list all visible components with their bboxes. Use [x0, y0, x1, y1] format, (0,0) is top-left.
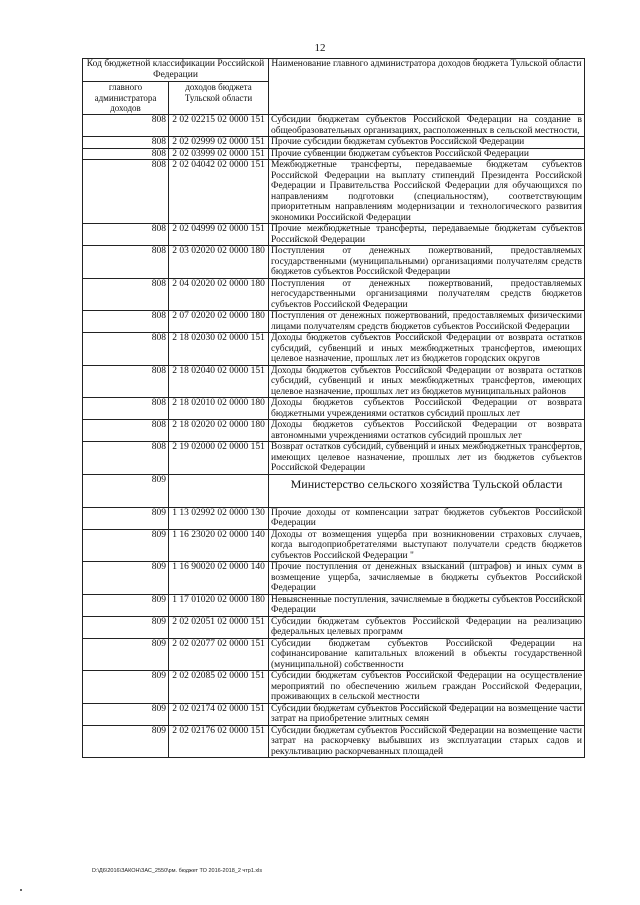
admin-code-cell: 808	[83, 137, 169, 149]
income-name-cell: Доходы бюджетов субъектов Российской Федерации от возврата остатков субсидий, субвенций и иных межбюджетных трансфертов, имеющих целевое назначение, прошлых лет из бюджетов муниципальных районов	[269, 365, 585, 398]
income-code-cell: 2 02 03999 02 0000 151	[169, 148, 269, 160]
income-code-cell: 2 18 02040 02 0000 151	[169, 365, 269, 398]
income-code-cell: 2 02 04999 02 0000 151	[169, 224, 269, 246]
table-row	[83, 115, 585, 137]
scan-dot	[20, 889, 22, 891]
income-code-cell: 2 03 02020 02 0000 180	[169, 246, 269, 279]
header-row	[83, 59, 585, 82]
file-path-footer: D:\Д6\2016\ЗАКОН\ЗАС_2550\рм. бюджет ТО 2016-2018_2 чтр1.xls	[92, 868, 263, 874]
income-code-cell: 2 18 02030 02 0000 151	[169, 333, 269, 366]
admin-code-cell: 808	[83, 333, 169, 366]
header-code-group: Код бюджетной классификации Российской Федерации	[83, 59, 269, 82]
admin-code-cell: 809	[83, 703, 169, 725]
table-row	[83, 594, 585, 616]
table-row	[83, 507, 585, 529]
admin-code-cell: 808	[83, 115, 169, 137]
table-row	[83, 529, 585, 562]
header-income-column: доходов бюджета Тульской области	[169, 82, 269, 115]
admin-code-cell: 808	[83, 442, 169, 475]
income-code-cell: 2 04 02020 02 0000 180	[169, 278, 269, 311]
income-name-cell: Субсидии бюджетам субъектов Российской Федерации на возмещение части затрат на раскорчевку выбывших из эксплуатации старых садов и рекультивацию раскорчеванных площадей	[269, 725, 585, 758]
table-row	[83, 311, 585, 333]
table-row	[83, 333, 585, 366]
table-row	[83, 703, 585, 725]
income-name-cell: Прочие поступления от денежных взысканий (штрафов) и иных сумм в возмещение ущерба, зачисляемые в бюджеты субъектов Российской Федерации	[269, 562, 585, 595]
table-row	[83, 562, 585, 595]
admin-code-cell: 809	[83, 638, 169, 671]
income-code-cell: 2 02 02174 02 0000 151	[169, 703, 269, 725]
budget-codes-table	[82, 58, 585, 758]
admin-code-cell: 809	[83, 474, 169, 507]
income-name-cell: Субсидии бюджетам субъектов Российской Федерации на реализацию федеральных целевых программ	[269, 616, 585, 638]
income-name-cell: Поступления от денежных пожертвований, предоставляемых негосударственными организациями получателям средств бюджетов субъектов Российской Федерации	[269, 278, 585, 311]
income-code-cell	[169, 474, 269, 507]
table-row	[83, 148, 585, 160]
income-name-cell: Поступления от денежных пожертвований, предоставляемых государственными (муниципальными) организациями получателям средств бюджетов субъектов Российской Федерации	[269, 246, 585, 279]
income-code-cell: 2 19 02000 02 0000 151	[169, 442, 269, 475]
page-number: 12	[314, 42, 326, 54]
table-row	[83, 420, 585, 442]
table-row	[83, 246, 585, 279]
income-name-cell: Прочие субвенции бюджетам субъектов Российской Федерации	[269, 148, 585, 160]
admin-code-cell: 809	[83, 725, 169, 758]
admin-code-cell: 808	[83, 398, 169, 420]
table-row	[83, 725, 585, 758]
admin-code-cell: 808	[83, 224, 169, 246]
income-code-cell: 1 16 23020 02 0000 140	[169, 529, 269, 562]
income-name-cell: Субсидии бюджетам субъектов Российской Федерации на осуществление мероприятий по обеспечению жильем граждан Российской Федерации, проживающих в сельской местности	[269, 671, 585, 704]
table-row	[83, 160, 585, 224]
ministry-row	[83, 474, 585, 507]
table-row	[83, 398, 585, 420]
income-code-cell: 2 02 02085 02 0000 151	[169, 671, 269, 704]
income-code-cell: 2 07 02020 02 0000 180	[169, 311, 269, 333]
income-name-cell: Доходы бюджетов субъектов Российской Федерации от возврата остатков субсидий, субвенций и иных межбюджетных трансфертов, имеющих целевое назначение, прошлых лет из бюджетов городских округов	[269, 333, 585, 366]
income-code-cell: 1 16 90020 02 0000 140	[169, 562, 269, 595]
admin-code-cell: 808	[83, 278, 169, 311]
admin-code-cell: 808	[83, 420, 169, 442]
table-row	[83, 442, 585, 475]
admin-code-cell: 808	[83, 160, 169, 224]
table-row	[83, 616, 585, 638]
income-code-cell: 1 17 01020 02 0000 180	[169, 594, 269, 616]
income-name-cell: Доходы бюджетов субъектов Российской Федерации от возврата автономными учреждениями остатков субсидий прошлых лет	[269, 420, 585, 442]
income-name-cell: Прочие субсидии бюджетам субъектов Российской Федерации	[269, 137, 585, 149]
admin-code-cell: 808	[83, 311, 169, 333]
income-name-cell: Поступления от денежных пожертвований, предоставляемых физическими лицами получателям средств бюджетов субъектов Российской Федерации	[269, 311, 585, 333]
income-name-cell: Субсидии бюджетам субъектов Российской Федерации на создание в общеобразовательных организациях, расположенных в сельской местности,	[269, 115, 585, 137]
table-row	[83, 671, 585, 704]
income-name-cell: Доходы от возмещения ущерба при возникновении страховых случаев, когда выгодоприобретателями выступают получатели средств бюджетов субъектов Российской Федерации "	[269, 529, 585, 562]
admin-code-cell: 809	[83, 562, 169, 595]
table-row	[83, 224, 585, 246]
header-admin-column: главного администратора доходов	[83, 82, 169, 115]
income-name-cell: Прочие межбюджетные трансферты, передаваемые бюджетам субъектов Российской Федерации	[269, 224, 585, 246]
income-name-cell: Субсидии бюджетам субъектов Российской Федерации на возмещение части затрат на приобретение элитных семян	[269, 703, 585, 725]
table-row	[83, 365, 585, 398]
table-row	[83, 137, 585, 149]
income-name-cell: Доходы бюджетов субъектов Российской Федерации от возврата бюджетными учреждениями остатков субсидий прошлых лет	[269, 398, 585, 420]
admin-code-cell: 809	[83, 671, 169, 704]
income-code-cell: 2 18 02010 02 0000 180	[169, 398, 269, 420]
income-name-cell: Министерство сельского хозяйства Тульской области	[269, 474, 585, 507]
income-name-cell: Невыясненные поступления, зачисляемые в бюджеты субъектов Российской Федерации	[269, 594, 585, 616]
income-code-cell: 2 02 02215 02 0000 151	[169, 115, 269, 137]
table-body	[83, 115, 585, 758]
admin-code-cell: 809	[83, 507, 169, 529]
admin-code-cell: 809	[83, 529, 169, 562]
admin-code-cell: 808	[83, 246, 169, 279]
income-name-cell: Прочие доходы от компенсации затрат бюджетов субъектов Российской Федерации	[269, 507, 585, 529]
income-code-cell: 2 18 02020 02 0000 180	[169, 420, 269, 442]
admin-code-cell: 809	[83, 594, 169, 616]
income-code-cell: 1 13 02992 02 0000 130	[169, 507, 269, 529]
income-code-cell: 2 02 04042 02 0000 151	[169, 160, 269, 224]
income-code-cell: 2 02 02999 02 0000 151	[169, 137, 269, 149]
income-name-cell: Субсидии бюджетам субъектов Российской Федерации на софинансирование капитальных вложений в объекты государственной (муниципальной) собственности	[269, 638, 585, 671]
header-name-column: Наименование главного администратора доходов бюджета Тульской области	[269, 59, 585, 115]
admin-code-cell: 808	[83, 365, 169, 398]
admin-code-cell: 808	[83, 148, 169, 160]
admin-code-cell: 809	[83, 616, 169, 638]
income-code-cell: 2 02 02077 02 0000 151	[169, 638, 269, 671]
table-row	[83, 638, 585, 671]
income-name-cell: Возврат остатков субсидий, субвенций и иных межбюджетных трансфертов, имеющих целевое назначение, прошлых лет из бюджетов субъектов Российской Федерации	[269, 442, 585, 475]
income-name-cell: Межбюджетные трансферты, передаваемые бюджетам субъектов Российской Федерации на выплату стипендий Президента Российской Федерации и Правительства Российской Федерации для обучающихся по направлениям подготовки (специальностям), соответствующим приоритетным направлениям модернизации и технологического развития экономики Российской Федерации	[269, 160, 585, 224]
income-code-cell: 2 02 02176 02 0000 151	[169, 725, 269, 758]
table-row	[83, 278, 585, 311]
income-code-cell: 2 02 02051 02 0000 151	[169, 616, 269, 638]
